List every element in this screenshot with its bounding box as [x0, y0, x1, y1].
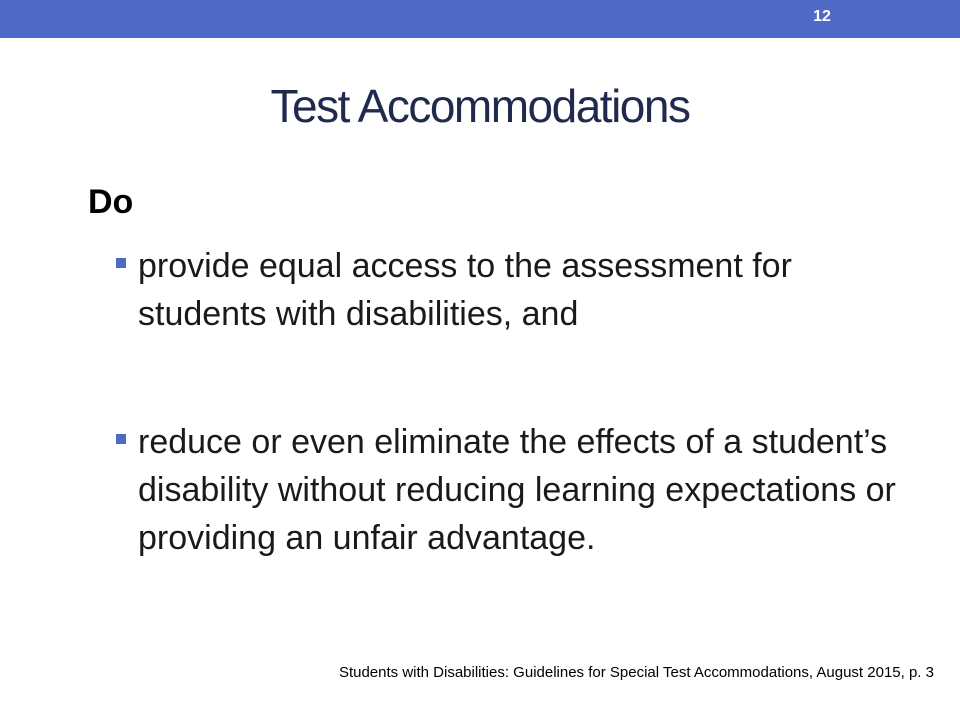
bullet-item [116, 242, 916, 338]
square-bullet-icon [116, 258, 126, 268]
slide-title: Test Accommodations [270, 80, 690, 132]
footer-citation: Students with Disabilities: Guidelines for Special Test Accommodations, August 2015, p. 3 [338, 664, 934, 681]
slide-number: 12 [813, 8, 831, 25]
square-bullet-icon [116, 434, 126, 444]
bullet-text: provide equal access to the assessment for students with disabilities, and [138, 247, 792, 333]
bullet-item [116, 418, 916, 562]
bullet-text: reduce or even eliminate the effects of a student’s disability without reducing learning expectations or providing an unfair advantage. [138, 423, 896, 557]
subheading: Do [88, 183, 134, 221]
top-bar [0, 0, 960, 38]
